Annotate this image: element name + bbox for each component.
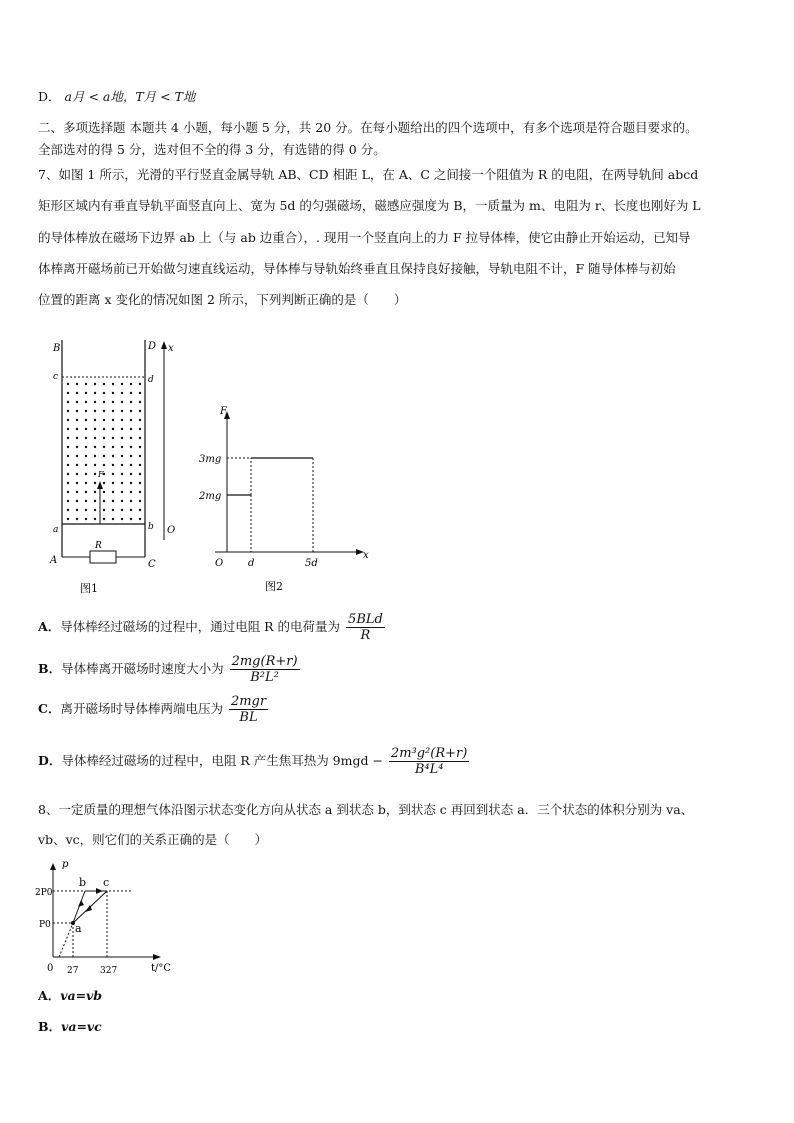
q8-label-327: 327 — [100, 966, 118, 976]
field-dot — [67, 509, 69, 511]
field-dot — [121, 437, 123, 439]
field-dot — [139, 437, 141, 439]
field-dot — [85, 500, 87, 502]
field-dot — [67, 446, 69, 448]
fig1-label-d: d — [148, 375, 154, 385]
field-dot — [94, 509, 96, 511]
field-dot — [103, 464, 105, 466]
field-dot — [103, 437, 105, 439]
q7-line-2: 矩形区域内有垂直导轨平面竖直向上、宽为 5d 的匀强磁场，磁感应强度为 B，一质量为 m、电阻为 r、长度也刚好为 L — [38, 198, 701, 213]
prev-option-d-text: a月 < a地，T月 < T地 — [64, 89, 196, 104]
q8-line-2: vb、vc，则它们的关系正确的是（ ） — [38, 832, 268, 847]
field-dot — [139, 410, 141, 412]
field-dot — [67, 473, 69, 475]
field-dot — [67, 410, 69, 412]
fig1-label-D: D — [148, 341, 157, 352]
q8-label-2p0: 2P0 — [35, 888, 53, 898]
field-dot — [130, 482, 132, 484]
q7-option-c-fraction: $\frac{\text{2mgr}}{BL}$ — [230, 694, 267, 725]
field-dot — [112, 509, 114, 511]
field-dot — [103, 419, 105, 421]
field-dot — [76, 401, 78, 403]
field-dot — [130, 455, 132, 457]
fig1-label-x: x — [168, 343, 174, 354]
field-dot — [121, 419, 123, 421]
field-dot — [94, 455, 96, 457]
field-dot — [112, 491, 114, 493]
field-dot — [67, 437, 69, 439]
field-dot — [67, 428, 69, 430]
field-dot — [103, 392, 105, 394]
q7-option-b-fraction: $\frac{2mg(R+r)}{\text{B²L²}}$ — [231, 654, 298, 685]
field-dot — [139, 401, 141, 403]
field-dot — [76, 509, 78, 511]
field-dot — [130, 446, 132, 448]
q7-option-a-fraction: $\frac{\text{5BLd}}{R}$ — [348, 612, 383, 643]
field-dot — [85, 383, 87, 385]
field-dot — [139, 446, 141, 448]
fig1-label-C: C — [148, 559, 156, 570]
field-dot — [94, 491, 96, 493]
field-dot — [130, 509, 132, 511]
q8-label-axis-t: t/°C — [151, 963, 172, 974]
field-dot — [94, 419, 96, 421]
field-dot — [94, 437, 96, 439]
field-dot — [76, 392, 78, 394]
field-dot — [139, 491, 141, 493]
field-dot — [94, 500, 96, 502]
field-dot — [121, 500, 123, 502]
field-dot — [130, 392, 132, 394]
field-dot — [103, 482, 105, 484]
magnetic-field-dots — [67, 383, 141, 520]
q7-option-d: D．导体棒经过磁场的过程中，电阻 R 产生焦耳热为 9mgd − $\frac{\text{2m³g²(R+r)}}{\text{B⁴L⁴}}$ — [38, 746, 468, 777]
field-dot — [130, 383, 132, 385]
q7-line-4: 体棒离开磁场前已开始做匀速直线运动，导体棒与导轨始终垂直且保持良好接触，导轨电阻不计，F 随导体棒与初始 — [38, 261, 676, 276]
field-dot — [94, 392, 96, 394]
q7-line-5: 位置的距离 x 变化的情况如图 2 所示，下列判断正确的是（ ） — [38, 292, 407, 307]
field-dot — [130, 473, 132, 475]
q7-line-1: 7、如图 1 所示，光滑的平行竖直金属导轨 AB、CD 相距 L，在 A、C 之间接一个阻值为 R 的电阻，在两导轨间 abcd — [38, 167, 699, 182]
fig1-label-A: A — [50, 555, 58, 566]
field-dot — [76, 383, 78, 385]
field-dot — [130, 428, 132, 430]
field-dot — [130, 437, 132, 439]
field-dot — [76, 482, 78, 484]
q7-option-d-fraction: $\frac{\text{2m³g²(R+r)}}{\text{B⁴L⁴}}$ — [390, 746, 468, 777]
field-dot — [139, 464, 141, 466]
field-dot — [112, 500, 114, 502]
field-dot — [67, 419, 69, 421]
fig2-label-x: x — [363, 550, 369, 561]
field-dot — [76, 446, 78, 448]
field-dot — [103, 428, 105, 430]
field-dot — [130, 419, 132, 421]
field-dot — [85, 446, 87, 448]
field-dot — [121, 383, 123, 385]
field-dot — [67, 518, 69, 520]
field-dot — [121, 509, 123, 511]
fig1-label-b: b — [148, 522, 154, 532]
field-dot — [85, 509, 87, 511]
q7-figure-1 — [40, 335, 190, 600]
field-dot — [76, 410, 78, 412]
fig2-label-F: F — [220, 406, 227, 417]
field-dot — [139, 392, 141, 394]
q7-line-3: 的导体棒放在磁场下边界 ab 上（与 ab 边重合），. 现用一个竖直向上的力 F 拉导体棒，使它由静止开始运动，已知导 — [38, 230, 691, 245]
fig1-label-c: c — [53, 372, 59, 382]
field-dot — [85, 392, 87, 394]
field-dot — [103, 500, 105, 502]
fig2-label-O: O — [215, 558, 224, 569]
field-dot — [94, 410, 96, 412]
field-dot — [139, 473, 141, 475]
field-dot — [139, 500, 141, 502]
field-dot — [94, 482, 96, 484]
field-dot — [121, 392, 123, 394]
q8-label-27: 27 — [67, 966, 79, 976]
fig2-label-5d: 5d — [305, 558, 318, 569]
field-dot — [103, 446, 105, 448]
field-dot — [76, 491, 78, 493]
q8-label-p: p — [62, 859, 69, 870]
field-dot — [130, 491, 132, 493]
q7-figure-2 — [195, 400, 380, 600]
field-dot — [112, 518, 114, 520]
field-dot — [103, 509, 105, 511]
field-dot — [67, 401, 69, 403]
field-dot — [103, 383, 105, 385]
field-dot — [103, 401, 105, 403]
field-dot — [130, 410, 132, 412]
fig2-label-2mg: 2mg — [199, 491, 222, 502]
field-dot — [112, 401, 114, 403]
field-dot — [139, 455, 141, 457]
fig1-caption: 图1 — [80, 582, 98, 595]
field-dot — [112, 482, 114, 484]
fig1-label-R: R — [95, 541, 102, 551]
field-dot — [94, 518, 96, 520]
field-dot — [85, 473, 87, 475]
field-dot — [121, 491, 123, 493]
field-dot — [112, 455, 114, 457]
field-dot — [76, 464, 78, 466]
field-dot — [94, 401, 96, 403]
prev-option-d: D． a月 < a地，T月 < T地 — [38, 89, 196, 104]
field-dot — [76, 428, 78, 430]
field-dot — [121, 455, 123, 457]
fig1-label-O: O — [167, 525, 176, 536]
section2-line1: 二、多项选择题 本题共 4 小题，每小题 5 分，共 20 分。在每小题给出的四个选项中，有多个选项是符合题目要求的。 — [38, 120, 698, 135]
q8-label-p0: P0 — [39, 920, 51, 930]
field-dot — [139, 419, 141, 421]
field-dot — [76, 437, 78, 439]
q8-label-a: a — [75, 922, 82, 935]
field-dot — [67, 383, 69, 385]
q8-label-origin: 0 — [47, 963, 54, 974]
field-dot — [112, 428, 114, 430]
field-dot — [112, 410, 114, 412]
field-dot — [67, 491, 69, 493]
field-dot — [67, 455, 69, 457]
field-dot — [85, 428, 87, 430]
field-dot — [85, 419, 87, 421]
field-dot — [121, 473, 123, 475]
field-dot — [85, 437, 87, 439]
field-dot — [76, 419, 78, 421]
field-dot — [103, 455, 105, 457]
field-dot — [139, 518, 141, 520]
field-dot — [94, 473, 96, 475]
field-dot — [67, 482, 69, 484]
q7-option-b: B．导体棒离开磁场时速度大小为 $\frac{2mg(R+r)}{\text{B²L²}}$ — [38, 654, 298, 685]
field-dot — [85, 464, 87, 466]
field-dot — [112, 437, 114, 439]
field-dot — [103, 410, 105, 412]
field-dot — [103, 491, 105, 493]
field-dot — [130, 401, 132, 403]
fig1-label-a: a — [53, 525, 59, 535]
q8-label-b: b — [79, 876, 87, 889]
field-dot — [139, 428, 141, 430]
field-dot — [112, 392, 114, 394]
field-dot — [112, 419, 114, 421]
section2-line2: 全部选对的得 5 分，选对但不全的得 3 分，有选错的得 0 分。 — [38, 142, 386, 157]
field-dot — [121, 518, 123, 520]
field-dot — [67, 500, 69, 502]
field-dot — [76, 518, 78, 520]
fig2-label-d: d — [248, 558, 255, 569]
field-dot — [94, 446, 96, 448]
field-dot — [130, 464, 132, 466]
q7-option-a: A．导体棒经过磁场的过程中，通过电阻 R 的电荷量为 $\frac{\text{5BLd}}{R}$ — [38, 612, 383, 643]
field-dot — [121, 401, 123, 403]
field-dot — [121, 410, 123, 412]
field-dot — [112, 473, 114, 475]
fig2-label-3mg: 3mg — [199, 454, 222, 465]
q8-line-1: 8、一定质量的理想气体沿图示状态变化方向从状态 a 到状态 b，到状态 c 再回到状态 a．三个状态的体积分别为 va、 — [38, 802, 694, 817]
field-dot — [67, 464, 69, 466]
field-dot — [121, 446, 123, 448]
field-dot — [85, 410, 87, 412]
fig2-caption: 图2 — [265, 580, 283, 593]
field-dot — [121, 428, 123, 430]
fig1-label-B: B — [53, 343, 61, 354]
field-dot — [121, 464, 123, 466]
field-dot — [139, 482, 141, 484]
field-dot — [85, 455, 87, 457]
field-dot — [85, 491, 87, 493]
field-dot — [94, 464, 96, 466]
field-dot — [139, 383, 141, 385]
field-dot — [76, 473, 78, 475]
field-dot — [85, 401, 87, 403]
field-dot — [112, 446, 114, 448]
q8-pt-graph — [35, 855, 185, 980]
field-dot — [94, 383, 96, 385]
fig1-label-F: F — [98, 470, 104, 479]
field-dot — [94, 428, 96, 430]
field-dot — [85, 518, 87, 520]
field-dot — [103, 518, 105, 520]
field-dot — [130, 518, 132, 520]
field-dot — [112, 464, 114, 466]
field-dot — [85, 482, 87, 484]
field-dot — [130, 500, 132, 502]
field-dot — [139, 509, 141, 511]
field-dot — [67, 392, 69, 394]
field-dot — [76, 455, 78, 457]
field-dot — [121, 482, 123, 484]
q8-option-a: A．va=vb — [38, 988, 103, 1003]
field-dot — [112, 383, 114, 385]
field-dot — [76, 500, 78, 502]
q8-label-c: c — [103, 876, 110, 889]
q8-option-b: B．va=vc — [38, 1019, 102, 1034]
q7-option-c: C．离开磁场时导体棒两端电压为 $\frac{\text{2mgr}}{BL}$ — [38, 694, 267, 725]
